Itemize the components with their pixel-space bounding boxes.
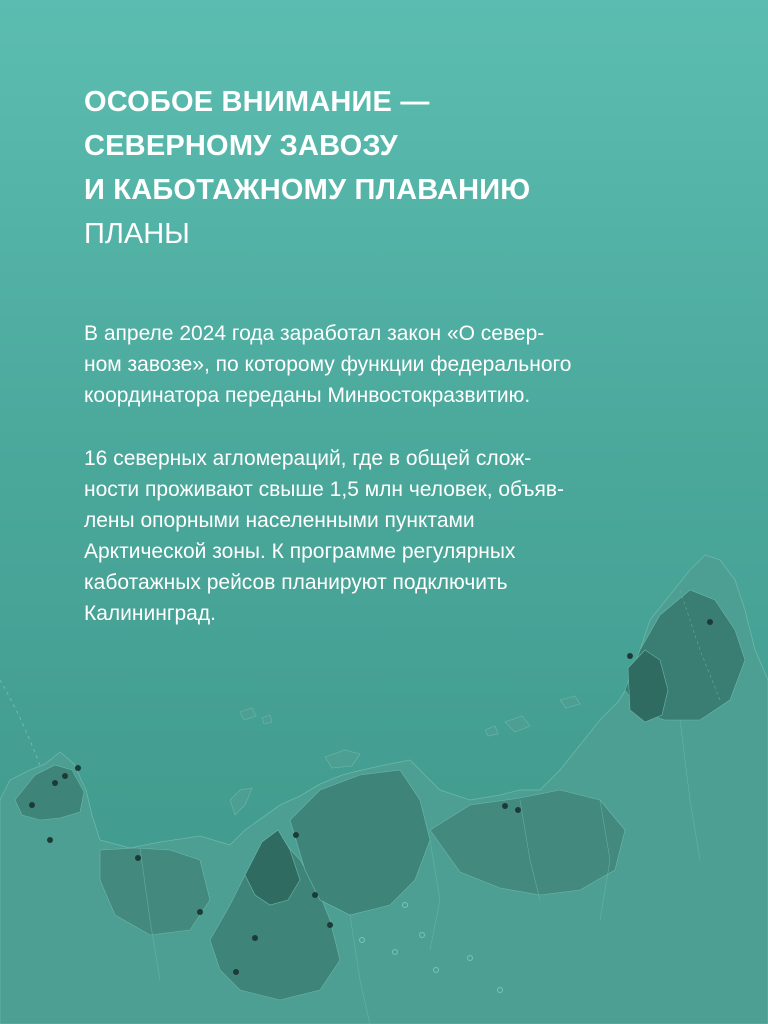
map-island-franz-josef [240, 708, 272, 724]
title-line-1: ОСОБОЕ ВНИМАНИЕ — [84, 86, 430, 118]
paragraph-line: ности проживают свыше 1,5 млн человек, объяв- [84, 478, 565, 501]
title-line-3: И КАБОТАЖНОМУ ПЛАВАНИЮ [84, 174, 531, 206]
paragraph-line: ном завозе», по которому функции федерального [84, 353, 572, 376]
city-dot [47, 837, 53, 843]
paragraph-law [84, 318, 704, 411]
paragraph-line: Калининград. [84, 602, 216, 625]
paragraph-line: Арктической зоны. К программе регулярных [84, 540, 516, 563]
title-line-2: СЕВЕРНОМУ ЗАВОЗУ [84, 130, 398, 162]
paragraph-line: координатора переданы Минвостокразвитию. [84, 384, 531, 407]
city-dot [29, 802, 35, 808]
city-dot [293, 832, 299, 838]
city-dot [707, 619, 713, 625]
city-dot [52, 780, 58, 786]
city-dot [312, 892, 318, 898]
city-dot [627, 653, 633, 659]
paragraph-agglomerations [84, 443, 704, 629]
page-subtitle: ПЛАНЫ [84, 218, 190, 250]
city-dot [515, 807, 521, 813]
city-dot [233, 969, 239, 975]
map-island-new-siberian [485, 716, 530, 736]
page-title [84, 80, 704, 212]
paragraph-line: каботажных рейсов планируют подключить [84, 571, 508, 594]
paragraph-line: В апреле 2024 года заработал закон «О север- [84, 322, 545, 345]
map-island-wrangel [560, 696, 580, 708]
article-content [84, 80, 704, 629]
city-dot [502, 803, 508, 809]
city-dot [75, 765, 81, 771]
city-dot [135, 855, 141, 861]
paragraph-line: 16 северных агломераций, где в общей слож- [84, 447, 532, 470]
city-dot [252, 935, 258, 941]
city-dot [62, 773, 68, 779]
map-island-severnaya-zemlya [325, 750, 360, 768]
paragraph-line: лены опорными населенными пунктами [84, 509, 475, 532]
map-island-novaya-zemlya [230, 788, 252, 815]
city-dot [327, 922, 333, 928]
city-dot [197, 909, 203, 915]
